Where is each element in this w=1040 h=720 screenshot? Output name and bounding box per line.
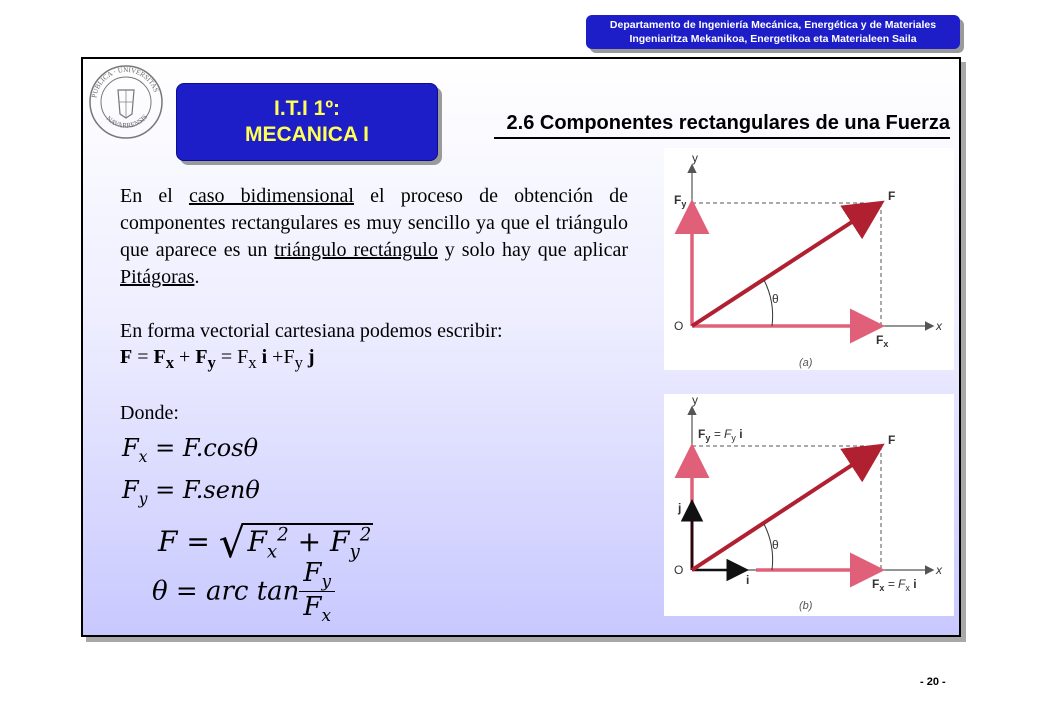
eq-part: F [122,434,139,462]
donde-label: Donde: [120,402,179,424]
fraction [299,558,335,625]
text-run: En el [120,185,189,207]
underlined-term: triángulo rectángulo [274,239,438,261]
formula-fx [122,434,258,466]
underlined-term: caso bidimensional [188,185,354,207]
intro-paragraph [120,183,628,291]
svg-text:NAVARRENSIS: NAVARRENSIS [104,112,150,130]
eq-sub: x [248,353,257,372]
fraction-numerator [299,558,335,592]
slide-title: 2.6 Componentes rectangulares de una Fuerza [494,112,950,139]
figure-background [664,148,954,370]
page-number: - 20 - [920,676,946,688]
eq-part: j [302,346,315,368]
eq-sub: y [138,489,148,508]
vector-equation [120,344,503,376]
sqrt-radicand [245,523,373,563]
eq-part: + [174,346,196,368]
theta-label: θ [772,538,779,552]
department-name-es: Departamento de Ingeniería Mecánica, Energética y de Materiales [609,19,937,31]
course-code: I.T.I 1º: [273,97,340,120]
sqrt-sign: √ [218,518,246,567]
f-label: F [888,433,896,447]
formula-angle [152,558,335,625]
vector-equation-block [120,318,503,376]
x-axis-label: x [936,319,942,333]
eq-part: θ = arc tan [152,576,300,607]
origin-label: O [674,563,684,577]
j-label: j [678,501,682,515]
x-axis-label: x [936,563,942,577]
text-run: . [194,266,200,288]
university-seal-icon [88,64,164,140]
f-label: F [888,189,896,203]
eq-part: F [303,558,322,588]
origin-label: O [674,319,684,333]
i-label: i [746,573,750,587]
vector-intro: En forma vectorial cartesiana podemos escribir: [120,320,503,342]
eq-sub: y [294,353,303,372]
eq-sub: x [165,353,175,372]
underlined-term: Pitágoras [120,266,195,288]
theta-label: θ [772,292,779,306]
fx-label: $F_x$ [876,333,889,349]
fy-label: $F_y$ [674,193,687,209]
force-diagram-a [664,148,954,370]
eq-sub: y [207,353,216,372]
eq-sub: x [321,605,331,626]
eq-part: +F [267,346,295,368]
eq-part: F [153,346,166,368]
figure-caption-a: (a) [799,357,813,369]
fx-component-label: $F_x = F_x$ i [872,577,917,593]
eq-part: F = [158,525,219,558]
eq-part: F [122,476,139,504]
eq-part: = F.cosθ [147,434,259,462]
eq-part: i [256,346,268,368]
eq-sup: 2 [359,524,372,546]
y-axis-label: y [692,151,698,165]
eq-part: = F [215,346,249,368]
y-axis-label: y [692,394,698,407]
eq-part: F [303,592,322,623]
eq-sub: y [321,571,332,592]
department-name-eu: Ingeniaritza Mekanikoa, Energetikoa eta Materialeen Saila [629,33,917,45]
eq-part: = [132,346,154,368]
eq-sub: x [138,447,148,466]
eq-part: F [120,346,133,368]
eq-part: = F.senθ [147,476,260,504]
force-diagram-b [664,394,954,616]
eq-part: F [195,346,208,368]
formula-fy [122,476,260,508]
eq-sub: x [266,541,278,563]
text-run: y solo hay que aplicar [437,239,628,261]
course-name: MECANICA I [244,123,370,146]
eq-part: + F [288,525,350,558]
fy-component-label: $F_y = F_y$ i [698,427,743,443]
text-run: el proceso de obtención de componentes rectangulares es muy sencillo ya que el triángulo que aparece es un [120,185,628,261]
eq-sup: 2 [277,524,289,546]
eq-sub: y [349,541,360,563]
eq-part: F [247,525,267,558]
department-banner [586,15,960,49]
fraction-denominator [299,592,335,625]
figure-caption-b: (b) [799,600,813,612]
svg-text:PUBLICA · UNIVERSITAS: PUBLICA · UNIVERSITAS [90,65,161,99]
course-badge [176,83,438,161]
